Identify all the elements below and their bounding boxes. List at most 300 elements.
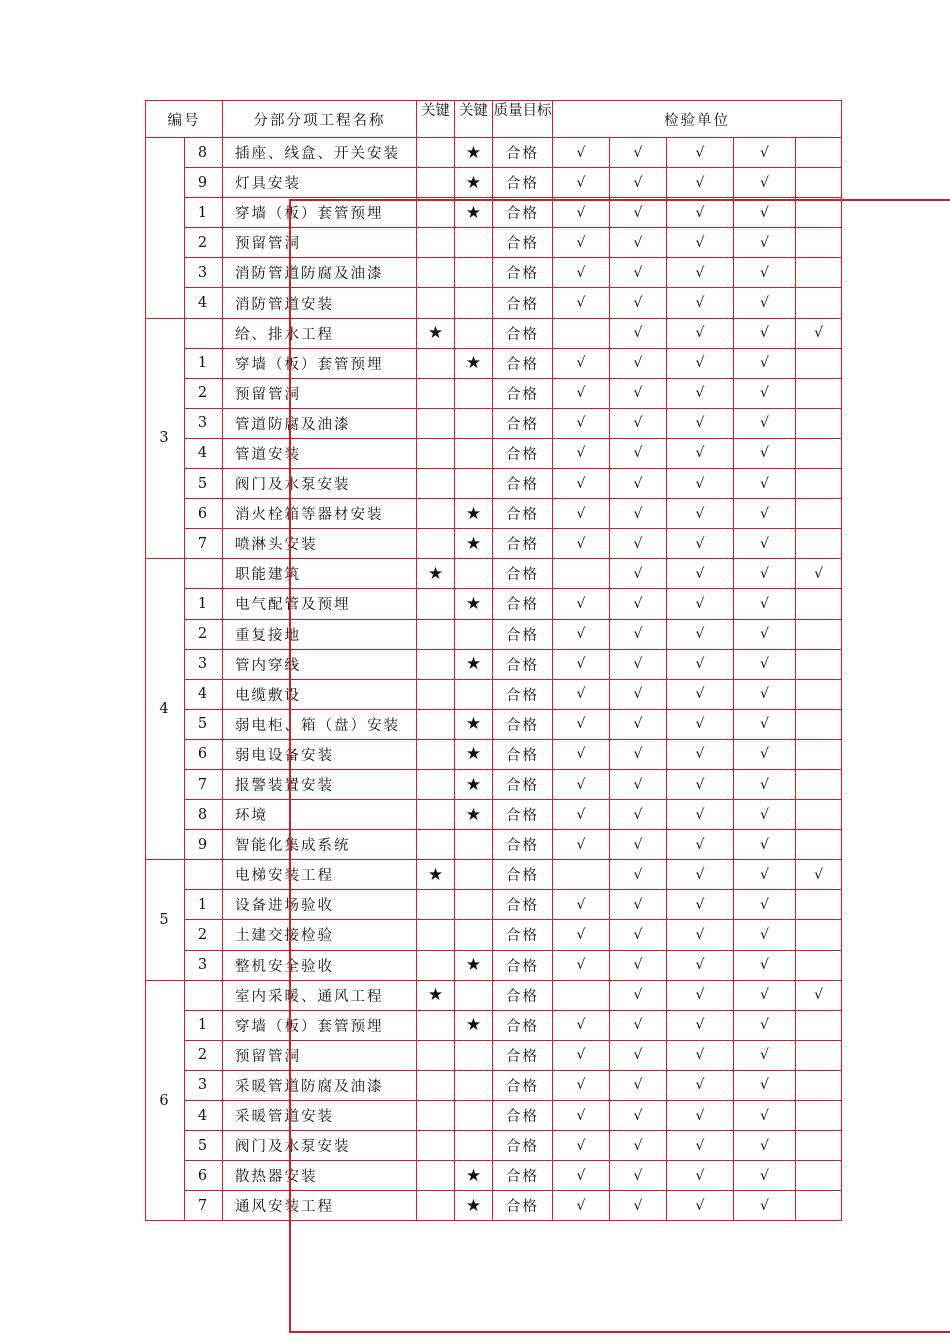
item-name-cell: 阀门及水泵安装 xyxy=(223,469,417,499)
inspection-check-cell: √ xyxy=(667,739,734,769)
table-row xyxy=(146,378,842,408)
inspection-check-cell: √ xyxy=(734,559,796,589)
inspection-check-cell xyxy=(796,499,842,529)
key-2-cell xyxy=(455,288,493,318)
table-row xyxy=(146,1070,842,1100)
sub-number-cell xyxy=(185,318,223,348)
table-row xyxy=(146,168,842,198)
item-name-cell: 设备进场验收 xyxy=(223,890,417,920)
key-1-cell xyxy=(417,769,455,799)
item-name-cell: 消防管道安装 xyxy=(223,288,417,318)
key-1-cell xyxy=(417,1040,455,1070)
quality-cell: 合格 xyxy=(493,228,553,258)
inspection-check-cell xyxy=(796,1131,842,1161)
inspection-check-cell xyxy=(796,408,842,438)
item-name-cell: 弱电柜、箱（盘）安装 xyxy=(223,709,417,739)
quality-cell: 合格 xyxy=(493,198,553,228)
inspection-check-cell: √ xyxy=(734,438,796,468)
inspection-check-cell xyxy=(796,348,842,378)
quality-cell: 合格 xyxy=(493,619,553,649)
table-row xyxy=(146,1161,842,1191)
inspection-check-cell: √ xyxy=(610,1131,667,1161)
key-2-cell xyxy=(455,1040,493,1070)
inspection-check-cell: √ xyxy=(553,258,610,288)
header-number: 编号 xyxy=(146,101,223,138)
key-1-cell xyxy=(417,168,455,198)
key-1-cell xyxy=(417,469,455,499)
inspection-check-cell xyxy=(796,1040,842,1070)
table-row xyxy=(146,739,842,769)
table-row xyxy=(146,348,842,378)
inspection-check-cell: √ xyxy=(610,559,667,589)
quality-cell: 合格 xyxy=(493,168,553,198)
inspection-check-cell: √ xyxy=(610,408,667,438)
item-name-cell: 管内穿线 xyxy=(223,649,417,679)
inspection-check-cell: √ xyxy=(610,168,667,198)
inspection-check-cell: √ xyxy=(610,288,667,318)
inspection-check-cell: √ xyxy=(610,890,667,920)
inspection-check-cell: √ xyxy=(734,1161,796,1191)
sub-number-cell: 3 xyxy=(185,258,223,288)
key-2-cell: ★ xyxy=(455,348,493,378)
key-1-cell xyxy=(417,1161,455,1191)
inspection-check-cell: √ xyxy=(553,408,610,438)
key-2-cell xyxy=(455,920,493,950)
quality-cell: 合格 xyxy=(493,1191,553,1221)
key-2-cell: ★ xyxy=(455,709,493,739)
inspection-check-cell: √ xyxy=(553,168,610,198)
sub-number-cell: 4 xyxy=(185,679,223,709)
table-row xyxy=(146,499,842,529)
inspection-check-cell: √ xyxy=(610,378,667,408)
inspection-check-cell: √ xyxy=(553,469,610,499)
item-name-cell: 插座、线盒、开关安装 xyxy=(223,138,417,168)
inspection-check-cell: √ xyxy=(734,378,796,408)
inspection-check-cell xyxy=(796,830,842,860)
inspection-check-cell: √ xyxy=(610,258,667,288)
key-2-cell: ★ xyxy=(455,499,493,529)
table-row xyxy=(146,138,842,168)
sub-number-cell: 6 xyxy=(185,1161,223,1191)
header-row xyxy=(146,101,842,138)
table-row xyxy=(146,469,842,499)
inspection-check-cell: √ xyxy=(667,800,734,830)
key-1-cell xyxy=(417,619,455,649)
key-2-cell: ★ xyxy=(455,168,493,198)
inspection-check-cell: √ xyxy=(553,649,610,679)
sub-number-cell: 4 xyxy=(185,438,223,468)
item-name-cell: 预留管洞 xyxy=(223,378,417,408)
key-1-cell xyxy=(417,529,455,559)
sub-number-cell xyxy=(185,559,223,589)
inspection-check-cell: √ xyxy=(610,138,667,168)
inspection-check-cell: √ xyxy=(796,860,842,890)
inspection-check-cell: √ xyxy=(667,168,734,198)
inspection-check-cell: √ xyxy=(553,1161,610,1191)
inspection-check-cell: √ xyxy=(667,860,734,890)
quality-cell: 合格 xyxy=(493,378,553,408)
inspection-check-cell: √ xyxy=(734,1101,796,1131)
inspection-check-cell xyxy=(796,890,842,920)
item-name-cell: 智能化集成系统 xyxy=(223,830,417,860)
key-1-cell xyxy=(417,890,455,920)
key-1-cell xyxy=(417,830,455,860)
header-quality-text: 质量目标 xyxy=(493,103,552,119)
inspection-check-cell xyxy=(553,860,610,890)
inspection-check-cell: √ xyxy=(667,1010,734,1040)
key-1-cell xyxy=(417,1070,455,1100)
quality-cell: 合格 xyxy=(493,1040,553,1070)
sub-number-cell: 1 xyxy=(185,198,223,228)
quality-cell: 合格 xyxy=(493,348,553,378)
inspection-check-cell: √ xyxy=(667,408,734,438)
table-row xyxy=(146,860,842,890)
table-row xyxy=(146,198,842,228)
sub-number-cell: 2 xyxy=(185,1040,223,1070)
inspection-check-cell: √ xyxy=(553,1191,610,1221)
inspection-check-cell xyxy=(796,198,842,228)
inspection-check-cell xyxy=(796,950,842,980)
item-name-cell: 整机安全验收 xyxy=(223,950,417,980)
table-row xyxy=(146,1010,842,1040)
quality-cell: 合格 xyxy=(493,980,553,1010)
key-1-cell: ★ xyxy=(417,559,455,589)
quality-cell: 合格 xyxy=(493,408,553,438)
inspection-check-cell: √ xyxy=(734,1010,796,1040)
inspection-check-cell: √ xyxy=(734,589,796,619)
key-2-cell: ★ xyxy=(455,198,493,228)
sub-number-cell: 4 xyxy=(185,1101,223,1131)
inspection-check-cell: √ xyxy=(553,589,610,619)
inspection-check-cell: √ xyxy=(667,499,734,529)
group-number-cell: 4 xyxy=(146,559,185,860)
item-name-cell: 室内采暖、通风工程 xyxy=(223,980,417,1010)
group-number-cell: 3 xyxy=(146,318,185,559)
table-row xyxy=(146,529,842,559)
inspection-check-cell: √ xyxy=(734,529,796,559)
inspection-check-cell xyxy=(796,920,842,950)
header-key-1 xyxy=(417,101,455,138)
inspection-check-cell: √ xyxy=(610,769,667,799)
sub-number-cell: 7 xyxy=(185,769,223,799)
quality-cell: 合格 xyxy=(493,769,553,799)
header-name: 分部分项工程名称 xyxy=(223,101,417,138)
inspection-check-cell: √ xyxy=(667,1070,734,1100)
quality-cell: 合格 xyxy=(493,589,553,619)
key-2-cell: ★ xyxy=(455,800,493,830)
inspection-check-cell: √ xyxy=(734,800,796,830)
key-2-cell xyxy=(455,619,493,649)
inspection-check-cell: √ xyxy=(667,1040,734,1070)
sub-number-cell: 8 xyxy=(185,138,223,168)
key-2-cell xyxy=(455,980,493,1010)
inspection-check-cell: √ xyxy=(610,198,667,228)
header-inspection-unit: 检验单位 xyxy=(553,101,842,138)
item-name-cell: 职能建筑 xyxy=(223,559,417,589)
quality-cell: 合格 xyxy=(493,438,553,468)
key-1-cell xyxy=(417,1131,455,1161)
sub-number-cell: 2 xyxy=(185,228,223,258)
key-2-cell xyxy=(455,679,493,709)
inspection-check-cell: √ xyxy=(796,318,842,348)
inspection-check-cell: √ xyxy=(610,589,667,619)
key-1-cell: ★ xyxy=(417,980,455,1010)
inspection-sheet xyxy=(145,100,841,1231)
inspection-check-cell: √ xyxy=(734,679,796,709)
sub-number-cell: 5 xyxy=(185,469,223,499)
inspection-check-cell: √ xyxy=(667,589,734,619)
key-1-cell xyxy=(417,649,455,679)
inspection-check-cell: √ xyxy=(734,980,796,1010)
sub-number-cell: 8 xyxy=(185,800,223,830)
inspection-check-cell xyxy=(796,589,842,619)
inspection-check-cell: √ xyxy=(610,529,667,559)
quality-cell: 合格 xyxy=(493,288,553,318)
quality-cell: 合格 xyxy=(493,258,553,288)
inspection-check-cell: √ xyxy=(610,1101,667,1131)
item-name-cell: 报警装置安装 xyxy=(223,769,417,799)
sub-number-cell: 2 xyxy=(185,378,223,408)
inspection-check-cell: √ xyxy=(734,288,796,318)
inspection-check-cell: √ xyxy=(610,318,667,348)
inspection-check-cell: √ xyxy=(734,348,796,378)
key-2-cell xyxy=(455,1131,493,1161)
inspection-check-cell xyxy=(796,679,842,709)
quality-cell: 合格 xyxy=(493,469,553,499)
sub-number-cell: 3 xyxy=(185,408,223,438)
table-row xyxy=(146,649,842,679)
inspection-check-cell: √ xyxy=(667,679,734,709)
inspection-check-cell: √ xyxy=(553,800,610,830)
group-number-cell xyxy=(146,138,185,319)
inspection-check-cell: √ xyxy=(667,138,734,168)
inspection-check-cell xyxy=(796,649,842,679)
key-1-cell xyxy=(417,348,455,378)
inspection-check-cell: √ xyxy=(734,769,796,799)
header-key-1-text: 关键 xyxy=(421,103,450,119)
sub-number-cell: 9 xyxy=(185,168,223,198)
inspection-check-cell: √ xyxy=(667,1101,734,1131)
key-2-cell: ★ xyxy=(455,589,493,619)
key-2-cell xyxy=(455,228,493,258)
quality-cell: 合格 xyxy=(493,1070,553,1100)
inspection-check-cell: √ xyxy=(553,619,610,649)
inspection-check-cell: √ xyxy=(553,228,610,258)
inspection-check-cell: √ xyxy=(553,739,610,769)
key-1-cell xyxy=(417,198,455,228)
item-name-cell: 电气配管及预埋 xyxy=(223,589,417,619)
sub-number-cell: 1 xyxy=(185,890,223,920)
sub-number-cell xyxy=(185,980,223,1010)
sub-number-cell: 6 xyxy=(185,739,223,769)
key-2-cell: ★ xyxy=(455,1161,493,1191)
table-row xyxy=(146,258,842,288)
item-name-cell: 消防管道防腐及油漆 xyxy=(223,258,417,288)
inspection-check-cell: √ xyxy=(610,679,667,709)
table-row xyxy=(146,890,842,920)
key-2-cell xyxy=(455,258,493,288)
table-row xyxy=(146,980,842,1010)
inspection-check-cell: √ xyxy=(610,469,667,499)
inspection-check-cell: √ xyxy=(610,739,667,769)
inspection-check-cell: √ xyxy=(734,1131,796,1161)
item-name-cell: 重复接地 xyxy=(223,619,417,649)
inspection-check-cell xyxy=(796,1161,842,1191)
inspection-check-cell xyxy=(796,1191,842,1221)
item-name-cell: 管道防腐及油漆 xyxy=(223,408,417,438)
inspection-check-cell: √ xyxy=(667,288,734,318)
quality-cell: 合格 xyxy=(493,739,553,769)
inspection-check-cell: √ xyxy=(610,438,667,468)
table-row xyxy=(146,1101,842,1131)
sub-number-cell: 6 xyxy=(185,499,223,529)
table-row xyxy=(146,438,842,468)
inspection-check-cell: √ xyxy=(667,950,734,980)
inspection-check-cell: √ xyxy=(734,1040,796,1070)
inspection-check-cell xyxy=(796,469,842,499)
item-name-cell: 土建交接检验 xyxy=(223,920,417,950)
inspection-check-cell: √ xyxy=(610,709,667,739)
inspection-check-cell xyxy=(796,168,842,198)
inspection-check-cell xyxy=(553,559,610,589)
inspection-check-cell xyxy=(796,769,842,799)
inspection-check-cell: √ xyxy=(553,679,610,709)
key-1-cell xyxy=(417,920,455,950)
table-row xyxy=(146,679,842,709)
key-2-cell: ★ xyxy=(455,739,493,769)
key-2-cell: ★ xyxy=(455,950,493,980)
key-2-cell: ★ xyxy=(455,769,493,799)
key-1-cell xyxy=(417,1101,455,1131)
key-2-cell xyxy=(455,469,493,499)
inspection-check-cell: √ xyxy=(553,920,610,950)
key-1-cell xyxy=(417,438,455,468)
sub-number-cell: 5 xyxy=(185,1131,223,1161)
inspection-check-cell: √ xyxy=(667,318,734,348)
table-row xyxy=(146,408,842,438)
table-row xyxy=(146,950,842,980)
sub-number-cell: 3 xyxy=(185,649,223,679)
key-1-cell xyxy=(417,288,455,318)
inspection-check-cell: √ xyxy=(553,1070,610,1100)
inspection-check-cell: √ xyxy=(667,980,734,1010)
inspection-check-cell: √ xyxy=(796,980,842,1010)
sub-number-cell: 3 xyxy=(185,1070,223,1100)
key-2-cell: ★ xyxy=(455,649,493,679)
key-1-cell xyxy=(417,258,455,288)
inspection-check-cell xyxy=(796,228,842,258)
table-row xyxy=(146,800,842,830)
key-2-cell xyxy=(455,1101,493,1131)
item-name-cell: 采暖管道安装 xyxy=(223,1101,417,1131)
inspection-check-cell: √ xyxy=(667,348,734,378)
inspection-check-cell xyxy=(796,529,842,559)
sub-number-cell: 2 xyxy=(185,619,223,649)
inspection-check-cell xyxy=(796,258,842,288)
key-2-cell: ★ xyxy=(455,138,493,168)
key-2-cell xyxy=(455,408,493,438)
inspection-check-cell: √ xyxy=(610,228,667,258)
table-row xyxy=(146,288,842,318)
inspection-check-cell: √ xyxy=(796,559,842,589)
inspection-check-cell: √ xyxy=(734,499,796,529)
quality-cell: 合格 xyxy=(493,1010,553,1040)
inspection-check-cell xyxy=(796,1101,842,1131)
item-name-cell: 穿墙（板）套管预埋 xyxy=(223,1010,417,1040)
inspection-check-cell: √ xyxy=(553,378,610,408)
key-1-cell xyxy=(417,739,455,769)
inspection-check-cell: √ xyxy=(553,348,610,378)
inspection-check-cell: √ xyxy=(610,1010,667,1040)
item-name-cell: 环境 xyxy=(223,800,417,830)
inspection-check-cell xyxy=(796,709,842,739)
key-1-cell xyxy=(417,589,455,619)
item-name-cell: 通风安装工程 xyxy=(223,1191,417,1221)
inspection-check-cell: √ xyxy=(610,619,667,649)
inspection-check-cell: √ xyxy=(667,198,734,228)
table-row xyxy=(146,830,842,860)
inspection-check-cell: √ xyxy=(667,709,734,739)
inspection-check-cell: √ xyxy=(734,830,796,860)
inspection-check-cell: √ xyxy=(734,1070,796,1100)
header-key-2 xyxy=(455,101,493,138)
group-number-cell: 6 xyxy=(146,980,185,1221)
quality-cell: 合格 xyxy=(493,890,553,920)
item-name-cell: 电梯安装工程 xyxy=(223,860,417,890)
inspection-check-cell: √ xyxy=(553,1010,610,1040)
key-1-cell xyxy=(417,1191,455,1221)
key-2-cell xyxy=(455,890,493,920)
inspection-check-cell: √ xyxy=(553,499,610,529)
item-name-cell: 穿墙（板）套管预埋 xyxy=(223,198,417,228)
key-2-cell xyxy=(455,438,493,468)
inspection-check-cell: √ xyxy=(734,920,796,950)
inspection-check-cell: √ xyxy=(667,1161,734,1191)
table-row xyxy=(146,1191,842,1221)
quality-cell: 合格 xyxy=(493,138,553,168)
inspection-check-cell: √ xyxy=(553,288,610,318)
sub-number-cell: 2 xyxy=(185,920,223,950)
inspection-check-cell: √ xyxy=(610,800,667,830)
inspection-check-cell: √ xyxy=(553,709,610,739)
inspection-check-cell: √ xyxy=(610,1191,667,1221)
table-row xyxy=(146,920,842,950)
quality-cell: 合格 xyxy=(493,1131,553,1161)
key-2-cell xyxy=(455,318,493,348)
item-name-cell: 弱电设备安装 xyxy=(223,739,417,769)
quality-cell: 合格 xyxy=(493,709,553,739)
table-row xyxy=(146,559,842,589)
inspection-check-cell xyxy=(553,980,610,1010)
key-1-cell xyxy=(417,138,455,168)
table-row xyxy=(146,709,842,739)
quality-cell: 合格 xyxy=(493,860,553,890)
inspection-check-cell: √ xyxy=(553,1131,610,1161)
quality-cell: 合格 xyxy=(493,679,553,709)
item-name-cell: 喷淋头安装 xyxy=(223,529,417,559)
inspection-check-cell: √ xyxy=(667,1191,734,1221)
inspection-check-cell: √ xyxy=(667,469,734,499)
sub-number-cell: 1 xyxy=(185,589,223,619)
inspection-check-cell: √ xyxy=(667,830,734,860)
inspection-check-cell xyxy=(796,288,842,318)
item-name-cell: 给、排水工程 xyxy=(223,318,417,348)
key-1-cell xyxy=(417,228,455,258)
inspection-check-cell: √ xyxy=(610,980,667,1010)
quality-cell: 合格 xyxy=(493,800,553,830)
inspection-check-cell: √ xyxy=(734,649,796,679)
inspection-check-cell: √ xyxy=(667,438,734,468)
